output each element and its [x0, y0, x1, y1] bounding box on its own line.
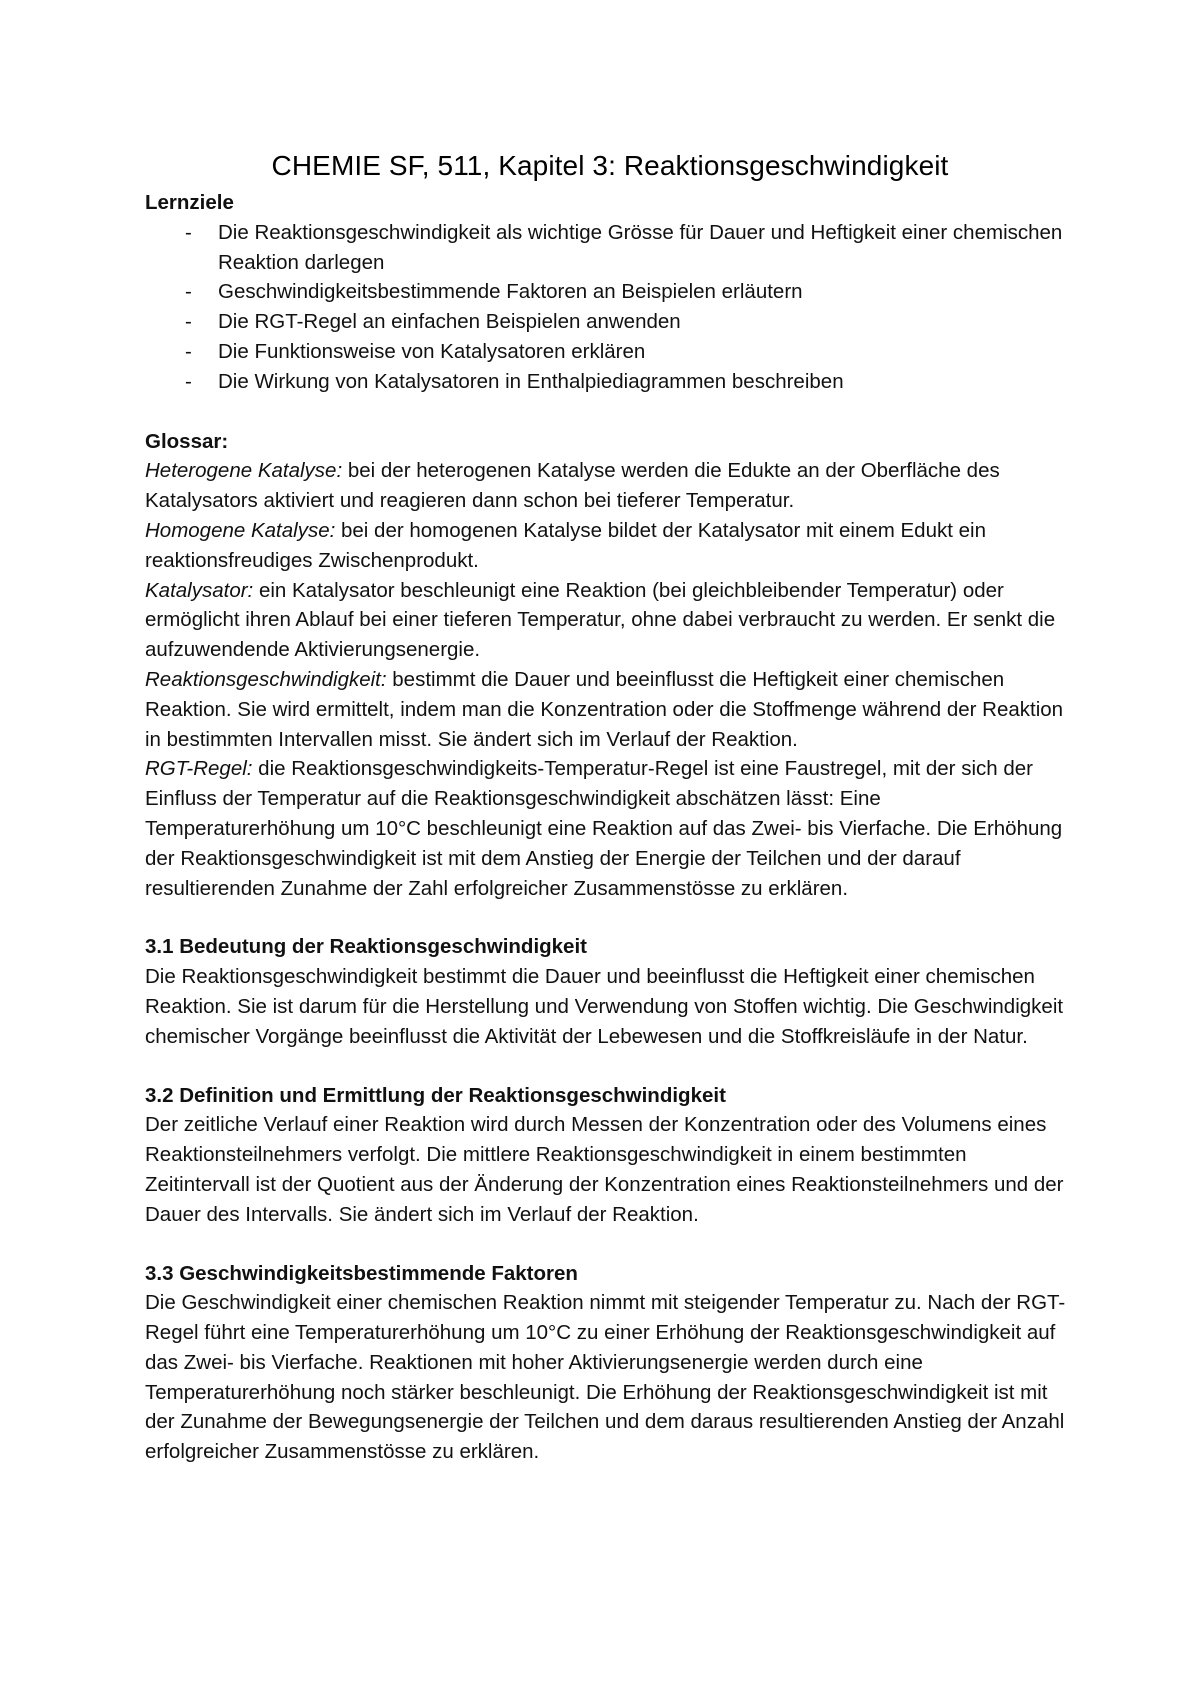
section-heading: 3.1 Bedeutung der Reaktionsgeschwindigkeit — [145, 935, 587, 959]
spacer — [145, 397, 1075, 427]
glossar-entry-katalysator — [145, 576, 1075, 665]
list-item-text: Die Reaktionsgeschwindigkeit als wichtige Grösse für Dauer und Heftigkeit einer chemischen Reaktion darlegen — [218, 220, 1063, 274]
lernziele-heading: Lernziele — [145, 191, 234, 214]
list-item-text: Die Funktionsweise von Katalysatoren erklären — [218, 339, 646, 363]
section-body: Die Reaktionsgeschwindigkeit bestimmt die Dauer und beeinflusst die Heftigkeit einer chemischen Reaktion. Sie ist darum für die Herstellung und Verwendung von Stoffen wichtig. Die Geschwindigkeit chemischer Vorgänge beeinflusst die Aktivität der Lebewesen und die Stoffkreisläufe in der Natur. — [145, 965, 1064, 1048]
list-dash: - — [185, 220, 192, 244]
list-item — [145, 367, 1075, 397]
glossar-definition: bei der heterogenen Katalyse werden die Edukte an der Oberfläche des Katalysators aktiviert und reagieren dann schon bei tieferer Temperatur. — [145, 459, 1000, 513]
list-dash: - — [185, 339, 192, 363]
list-item — [145, 218, 1075, 278]
glossar-entry-heterogene-katalyse — [145, 456, 1075, 516]
section-3-3 — [145, 1259, 1075, 1468]
section-body: Der zeitliche Verlauf einer Reaktion wird durch Messen der Konzentration oder des Volumens eines Reaktionsteilnehmers verfolgt. Die mittlere Reaktionsgeschwindigkeit in einem bestimmten Zeitintervall ist der Quotient aus der Änderung der Konzentration eines Reaktionsteilnehmers und der Dauer des Intervalls. Sie ändert sich im Verlauf der Reaktion. — [145, 1113, 1064, 1226]
glossar-definition: bestimmt die Dauer und beeinflusst die Heftigkeit einer chemischen Reaktion. Sie wird ermittelt, indem man die Konzentration oder die Stoffmenge während der Reaktion in bestimmten Intervallen misst. Sie ändert sich im Verlauf der Reaktion. — [145, 667, 1064, 751]
lernziele-section — [145, 188, 1075, 397]
list-item-text: Geschwindigkeitsbestimmende Faktoren an Beispielen erläutern — [218, 280, 803, 304]
section-body: Die Geschwindigkeit einer chemischen Reaktion nimmt mit steigender Temperatur zu. Nach der RGT-Regel führt eine Temperaturerhöhung um 10°C zu einer Erhöhung der Reaktionsgeschwindigkeit auf das Zwei- bis Vierfache. Reaktionen mit hoher Aktivierungsenergie werden durch eine Temperaturerhöhung noch stärker beschleunigt. Die Erhöhung der Reaktionsgeschwindigkeit ist mit der Zunahme der Bewegungsenergie der Teilchen und dem daraus resultierenden Anstieg der Anzahl erfolgreicher Zusammenstösse zu erklären. — [145, 1291, 1066, 1464]
section-heading: 3.3 Geschwindigkeitsbestimmende Faktoren — [145, 1261, 578, 1285]
list-dash: - — [185, 280, 192, 304]
glossar-term: Heterogene Katalyse: — [145, 459, 343, 483]
list-item — [145, 307, 1075, 337]
list-dash: - — [185, 369, 192, 393]
glossar-definition: bei der homogenen Katalyse bildet der Katalysator mit einem Edukt ein reaktionsfreudiges Zwischenprodukt. — [145, 518, 986, 572]
list-item-text: Die RGT-Regel an einfachen Beispielen anwenden — [218, 310, 681, 334]
glossar-term: RGT-Regel: — [145, 757, 253, 781]
list-item-text: Die Wirkung von Katalysatoren in Enthalpiediagrammen beschreiben — [218, 369, 844, 393]
page-title: CHEMIE SF, 511, Kapitel 3: Reaktionsgeschwindigkeit — [271, 150, 949, 181]
glossar-entry-homogene-katalyse — [145, 516, 1075, 576]
glossar-entry-reaktionsgeschwindigkeit — [145, 665, 1075, 754]
list-dash: - — [185, 310, 192, 334]
glossar-definition: die Reaktionsgeschwindigkeits-Temperatur-Regel ist eine Faustregel, mit der sich der Einfluss der Temperatur auf die Reaktionsgeschwindigkeit abschätzen lässt: Eine Temperaturerhöhung um 10°C beschleunigt eine Reaktion auf das Zwei- bis Vierfache. Die Erhöhung der Reaktionsgeschwindigkeit ist mit dem Anstieg der Energie der Teilchen und der darauf resultierenden Zunahme der Zahl erfolgreicher Zusammenstösse zu erklären. — [145, 757, 1063, 900]
document-page — [145, 146, 1075, 1467]
lernziele-list — [145, 218, 1075, 397]
list-item — [145, 277, 1075, 307]
section-heading: 3.2 Definition und Ermittlung der Reaktionsgeschwindigkeit — [145, 1083, 726, 1107]
section-3-1 — [145, 932, 1075, 1051]
glossar-term: Reaktionsgeschwindigkeit: — [145, 667, 387, 691]
glossar-heading: Glossar: — [145, 429, 229, 453]
section-3-2 — [145, 1081, 1075, 1230]
glossar-entry-rgt-regel — [145, 754, 1075, 903]
glossar-definition: ein Katalysator beschleunigt eine Reaktion (bei gleichbleibender Temperatur) oder ermöglicht ihren Ablauf bei einer tieferen Temperatur, ohne dabei verbraucht zu werden. Er senkt die aufzuwendende Aktivierungsenergie. — [145, 578, 1056, 662]
glossar-term: Homogene Katalyse: — [145, 518, 336, 542]
glossar-section — [145, 427, 1075, 904]
glossar-term: Katalysator: — [145, 578, 254, 602]
list-item — [145, 337, 1075, 367]
